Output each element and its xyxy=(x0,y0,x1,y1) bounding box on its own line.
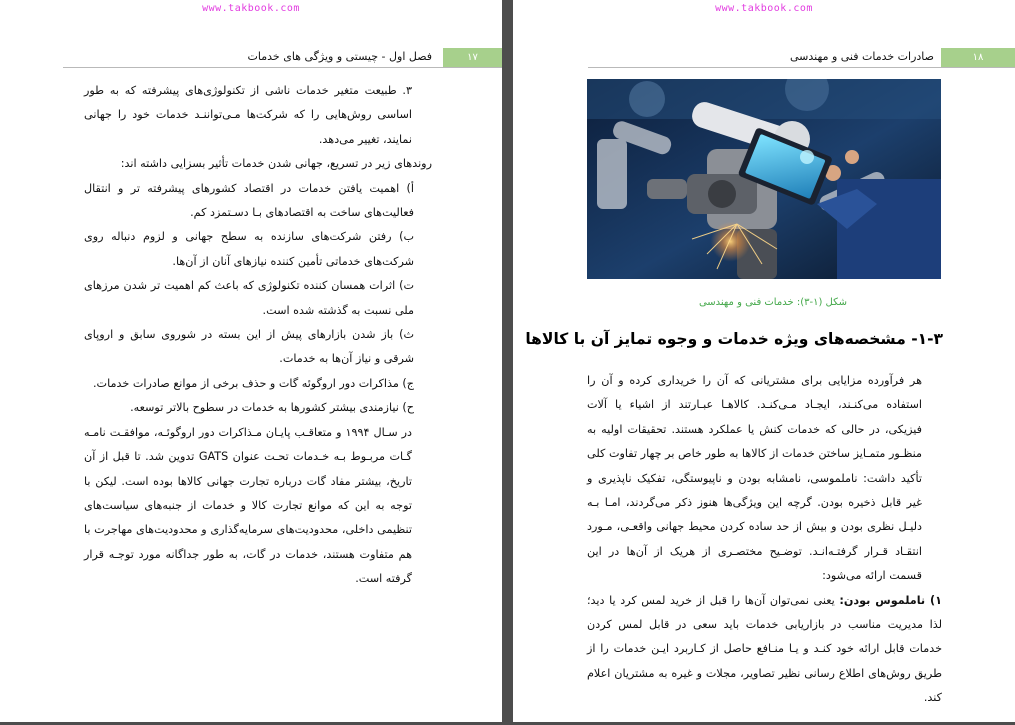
left-page-body xyxy=(84,79,432,592)
item-text: یعنی نمی‌توان آن‌ها را قبل از خرید لمس کرد یا دید؛ لذا مدیریت مناسب در بازاریابی خدمات باید سعی در قابل لمس کردن خدمات قابل ارائه خود کنـد و یـا منـافع حاصل از کـاربرد ایـن خدمات را از طریق روش‌های اطلاع رسانی نظیر تصاویر، مجلات و غیره به مشتریان اعلام کند. xyxy=(587,593,942,705)
right-page-body xyxy=(587,369,942,711)
book-page-18 xyxy=(513,0,1015,722)
running-head: صادرات خدمات فنی و مهندسی xyxy=(790,50,934,63)
figure-caption: شکل (۱-۳): خدمات فنی و مهندسی xyxy=(698,297,848,308)
paragraph: در سـال ۱۹۹۴ و متعاقـب پایـان مـذاکرات دور اروگوئـه، موافقـت نامـه گـات مربـوط بـه خـدمات تحـت عنوان GATS تدوین شد. تا قبل از آن تاریخ، بیشتر مفاد گات درباره تجارت جهانی کالاها بوده است. لیکن با توجه به این که موانع تجارت کالا و خدمات از جنبه‌های سیاست‌های تنظیمی داخلی، محدودیت‌های سرمایه‌گذاری و محدودیت‌های مهاجرت با هم متفاوت هستند، خدمات در گات، به طور جداگانه مورد توجـه قرار گرفته است. xyxy=(84,425,413,586)
item-term: ۱) ناملموس بودن: xyxy=(839,593,942,607)
page-number-box: ۱۸ xyxy=(941,48,1015,67)
paragraph: هر فرآورده مزایایی برای مشتریانی که آن را خریداری کرده و آن را استفاده می‌کنـند، ایجـاد مـی‌کنـد. کالاهـا عبـارتند از اشیاء یا آلات فیزیکی، در حالی که خدمات کنش یا عملکرد هستند. تحقیقات اولیه به منظـور متمـایز ساختن خدمات از کالاها به طور خاص بر چهار تفاوت کلی تأکید داشت: ناملموسی، نامشابه بودن و ناپیوستگی، تفکیک ناپذیری و غیر قابل ذخیره بودن. گرچه این ویژگی‌ها هنوز ذکر می‌گردند، امـا بـه دلیـل نظری بودن و بیش از حد ساده کردن محیط جهانی واقعـی، مـورد انتقـاد قـرار گرفتـه‌انـد. توضـیح مختصـری از هریک از آن‌ها در این قسمت ارائه می‌شود: xyxy=(587,374,922,583)
engineering-services-photo xyxy=(587,79,941,279)
running-head: فصل اول - چیستی و ویژگی های خدمات xyxy=(247,50,432,63)
list-item: أ) اهمیت یافتن خدمات در اقتصاد کشورهای پیشرفته تر و انتقال فعالیت‌های ساخت به اقتصادهای بـا دسـتمزد کم. xyxy=(84,181,414,220)
list-item: ب) رفتن شرکت‌های سازنده به سطح جهانی و لزوم دنباله روی شرکت‌های خدماتی تأمین کننده نیازهای آنان از آن‌ها. xyxy=(84,230,414,268)
list-item: ج) مذاکرات دور اروگوئه گات و حذف برخی از موانع صادرات خدمات. xyxy=(93,376,414,390)
header-rule xyxy=(588,67,1015,68)
paragraph: ۳. طبیعت متغیر خدمات ناشی از تکنولوژی‌های پیشرفته که به طور اساسی روش‌هایی را که شرکت‌ها مـی‌تواننـد خدمات خود را جهانی نمایند، تغییر می‌دهد. xyxy=(84,84,412,146)
page-number-box: ۱۷ xyxy=(443,48,502,67)
site-watermark[interactable]: www.takbook.com xyxy=(715,3,813,14)
site-watermark[interactable]: www.takbook.com xyxy=(202,3,300,14)
list-item xyxy=(587,589,942,711)
robot-factory-illustration xyxy=(587,79,941,279)
section-heading: ۱-۳- مشخصه‌های ویژه خدمات و وجوه تمایز آن با کالاها xyxy=(525,330,943,348)
header-rule xyxy=(63,67,502,68)
book-page-17 xyxy=(0,0,502,722)
list-item: ت) اثرات همسان کننده تکنولوژی که باعث کم اهمیت تر شدن مرزهای ملی نسبت به گذشته شده است. xyxy=(84,279,414,317)
paragraph: روندهای زیر در تسریع، جهانی شدن خدمات تأثیر بسزایی داشته اند: xyxy=(120,157,432,171)
list-item: ث) باز شدن بازارهای پیش از این بسته در شوروی سابق و اروپای شرقی و نیاز آن‌ها به خدمات. xyxy=(84,328,414,366)
list-item: ح) نیازمندی بیشتر کشورها به خدمات در سطوح بالاتر توسعه. xyxy=(130,401,414,415)
